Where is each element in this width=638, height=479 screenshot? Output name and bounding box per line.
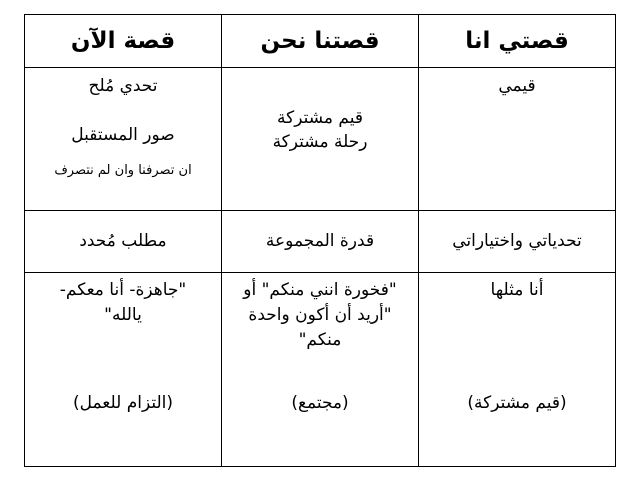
cell-now-challenge — [25, 68, 222, 211]
cell-text: رحلة مشتركة — [272, 132, 368, 152]
cell-self-values — [419, 68, 616, 211]
cell-now-demand: مطلب مُحدد — [25, 211, 222, 273]
cell-text: (التزام للعمل) — [72, 393, 174, 413]
cell-text: تحدي مُلح — [88, 76, 158, 96]
cell-text: منكم" — [298, 330, 342, 350]
cell-text: ان تصرفنا وان لم نتصرف — [54, 163, 192, 178]
cell-text: يالله" — [104, 305, 142, 325]
cell-us-quote — [222, 273, 419, 467]
table-row — [25, 68, 616, 211]
header-story-of-us: قصتنا نحن — [222, 15, 419, 68]
cell-text: قيمي — [498, 76, 536, 96]
cell-self-choices: تحدياتي واختياراتي — [419, 211, 616, 273]
header-story-of-self: قصتي انا — [419, 15, 616, 68]
cell-text: أنا مثلها — [490, 280, 544, 300]
cell-text: "أريد أن أكون واحدة — [248, 305, 392, 325]
cell-text: صور المستقبل — [71, 125, 175, 145]
cell-self-quote — [419, 273, 616, 467]
cell-text: قيم مشتركة — [277, 108, 363, 128]
story-table — [24, 14, 616, 467]
cell-text: "جاهزة- أنا معكم- — [59, 280, 187, 300]
table-row — [25, 211, 616, 273]
cell-text: "فخورة انني منكم" أو — [243, 280, 397, 300]
cell-text: (قيم مشتركة) — [467, 393, 567, 413]
cell-us-capacity: قدرة المجموعة — [222, 211, 419, 273]
table-row — [25, 273, 616, 467]
cell-now-quote — [25, 273, 222, 467]
cell-us-values — [222, 68, 419, 211]
header-story-of-now: قصة الآن — [25, 15, 222, 68]
header-row — [25, 15, 616, 68]
cell-text: (مجتمع) — [291, 393, 349, 413]
